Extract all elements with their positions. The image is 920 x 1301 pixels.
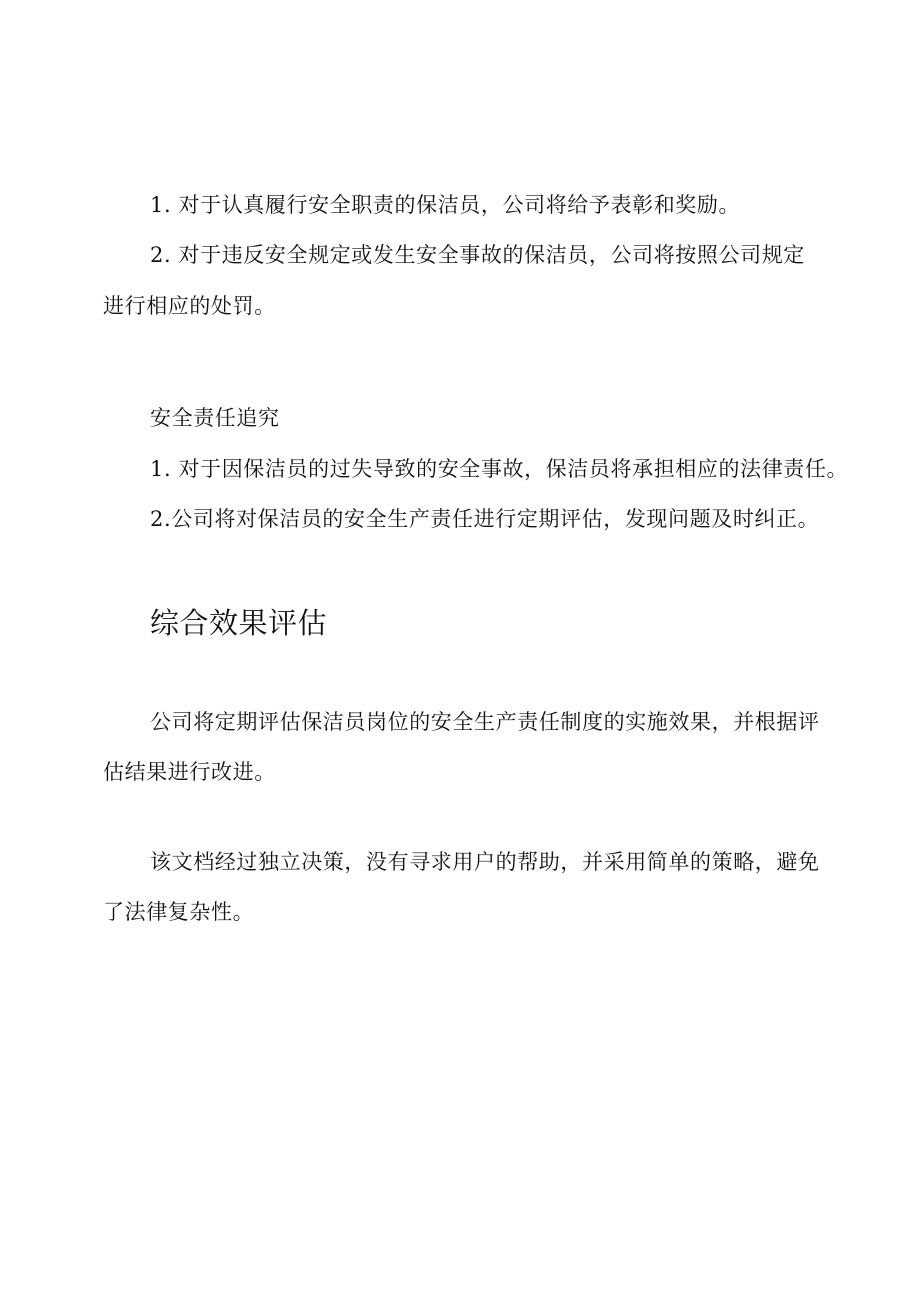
- note-paragraph-line-2: 了法律复杂性。: [103, 900, 255, 924]
- reward-item: 1. 对于认真履行安全职责的保洁员，公司将给予表彰和奖励。: [150, 193, 741, 217]
- accountability-title: 安全责任追究: [150, 406, 280, 430]
- penalty-item: 2. 对于违反安全规定或发生安全事故的保洁员，公司将按照公司规定: [150, 243, 805, 267]
- section-heading-evaluation: 综合效果评估: [150, 606, 328, 640]
- accountability-item-2: 2.公司将对保洁员的安全生产责任进行定期评估，发现问题及时纠正。: [150, 507, 820, 531]
- evaluation-paragraph-line-2: 估结果进行改进。: [103, 760, 276, 784]
- accountability-item-1: 1. 对于因保洁员的过失导致的安全事故，保洁员将承担相应的法律责任。: [150, 457, 849, 481]
- penalty-item-continuation: 进行相应的处罚。: [103, 294, 276, 318]
- note-paragraph-line-1: 该文档经过独立决策，没有寻求用户的帮助，并采用简单的策略，避免: [150, 850, 820, 874]
- evaluation-paragraph-line-1: 公司将定期评估保洁员岗位的安全生产责任制度的实施效果，并根据评: [150, 710, 820, 734]
